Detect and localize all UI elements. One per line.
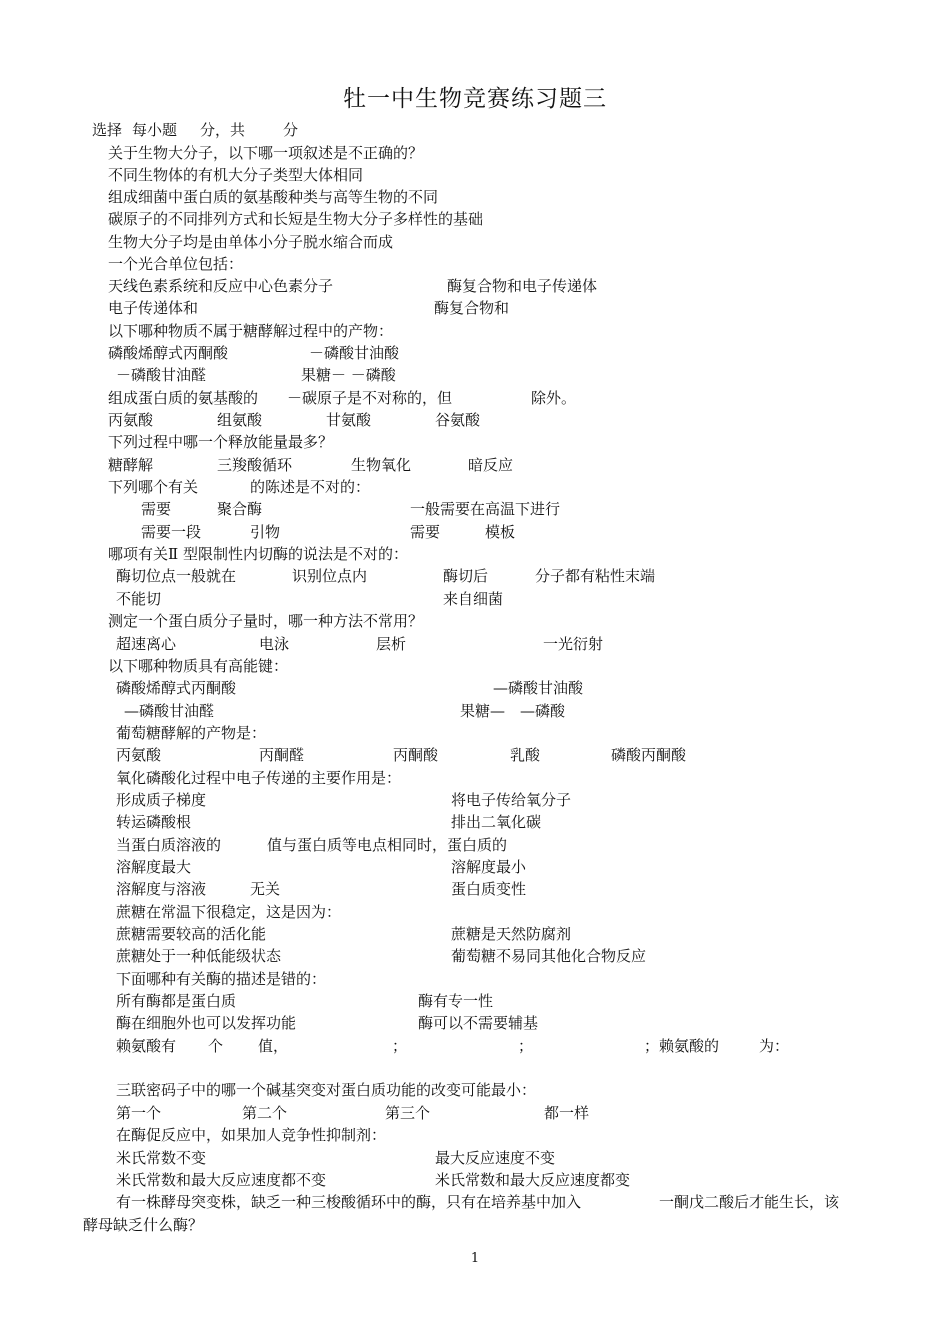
question-stem: 下面哪种有关酶的描述是错的： [116, 970, 327, 988]
option: 米氏常数和最大反应速度都不变 [116, 1171, 327, 1189]
stem-part: 值与蛋白质等电点相同时，蛋白质的 [267, 836, 508, 854]
option: 果糖— —磷酸 [460, 702, 566, 720]
option: —磷酸甘油醛 [124, 702, 215, 720]
option: 蔗糖需要较高的活化能 [116, 925, 267, 943]
option: 甘氨酸 [326, 411, 372, 429]
option-part: 模板 [485, 523, 516, 541]
option-part: 酶切位点一般就在 [116, 567, 237, 585]
option: 乳酸 [510, 746, 541, 764]
option-part: 无关 [250, 880, 281, 898]
question-stem: 测定一个蛋白质分子量时，哪一种方法不常用？ [108, 612, 424, 630]
option-part: 分子都有粘性末端 [535, 567, 656, 585]
option-part: 需要 [410, 523, 441, 541]
option: 溶解度最大 [116, 858, 192, 876]
option: －磷酸甘油醛 [116, 366, 207, 384]
question-stem: 以下哪种物质具有高能键： [108, 657, 289, 675]
option-part: 酶切后 [443, 567, 489, 585]
section-text: 分，共 [200, 121, 246, 139]
option: 米氏常数不变 [116, 1149, 207, 1167]
stem-part: ； [392, 1037, 408, 1055]
option: 不同生物体的有机大分子类型大体相同 [108, 166, 364, 184]
option: 酶有专一性 [418, 992, 494, 1010]
option: 层析 [376, 635, 407, 653]
section-label: 选择 [92, 121, 123, 139]
stem-part: －碳原子是不对称的，但 [287, 389, 453, 407]
option: 电泳 [259, 635, 290, 653]
option: 都一样 [544, 1104, 590, 1122]
option: 蛋白质变性 [451, 880, 527, 898]
option: 糖酵解 [108, 456, 154, 474]
question-stem: 在酶促反应中，如果加人竞争性抑制剂： [116, 1126, 387, 1144]
section-text: 每小题 [132, 121, 178, 139]
option-part: 溶解度与溶液 [116, 880, 207, 898]
option: 第三个 [385, 1104, 431, 1122]
stem-part: 的陈述是不对的： [250, 478, 371, 496]
option: 蔗糖是天然防腐剂 [451, 925, 572, 943]
option-part: 需要一段 [141, 523, 202, 541]
option: 将电子传给氧分子 [451, 791, 572, 809]
option: 蔗糖处于一种低能级状态 [116, 947, 282, 965]
option-part: 引物 [250, 523, 281, 541]
option: 酶复合物和 [434, 299, 510, 317]
option: 三羧酸循环 [217, 456, 293, 474]
stem-part: 组成蛋白质的氨基酸的 [108, 389, 259, 407]
question-stem: 一个光合单位包括： [108, 255, 244, 273]
stem-part: 下列哪个有关 [108, 478, 199, 496]
option: 磷酸烯醇式丙酮酸 [108, 344, 229, 362]
stem-part: 赖氨酸有 [116, 1037, 177, 1055]
option: 第二个 [242, 1104, 288, 1122]
question-stem: 葡萄糖酵解的产物是： [116, 724, 267, 742]
option: 溶解度最小 [451, 858, 527, 876]
option: 酶可以不需要辅基 [418, 1014, 539, 1032]
option: 形成质子梯度 [116, 791, 207, 809]
option: 丙氨酸 [116, 746, 162, 764]
stem-part: 一酮戊二酸后才能生长，该 [659, 1193, 840, 1211]
option: 碳原子的不同排列方式和长短是生物大分子多样性的基础 [108, 210, 484, 228]
stem-part: 值， [258, 1037, 289, 1055]
stem-part: ；赖氨酸的 [644, 1037, 720, 1055]
option: －磷酸甘油酸 [309, 344, 400, 362]
question-stem: 下列过程中哪一个释放能量最多？ [108, 433, 334, 451]
option: 所有酶都是蛋白质 [116, 992, 237, 1010]
option: 丙氨酸 [108, 411, 154, 429]
question-stem: 氧化磷酸化过程中电子传递的主要作用是： [116, 769, 402, 787]
option: 组氨酸 [217, 411, 263, 429]
option: 酶复合物和电子传递体 [447, 277, 598, 295]
option: 最大反应速度不变 [435, 1149, 556, 1167]
option: —磷酸甘油酸 [493, 679, 584, 697]
page-title: 牡一中生物竞赛练习题三 [343, 86, 607, 112]
question-stem: 哪项有关Ⅱ 型限制性内切酶的说法是不对的： [108, 545, 408, 563]
question-stem: 关于生物大分子，以下哪一项叙述是不正确的？ [108, 144, 424, 162]
option: 丙酮酸 [393, 746, 439, 764]
stem-part: 个 [208, 1037, 224, 1055]
question-stem-continued: 酵母缺乏什么酶？ [83, 1216, 204, 1234]
option: 第一个 [116, 1104, 162, 1122]
option: 生物氧化 [351, 456, 412, 474]
question-stem: 蔗糖在常温下很稳定，这是因为： [116, 903, 342, 921]
option-part: 需要 [141, 500, 172, 518]
option: 超速离心 [116, 635, 177, 653]
option: 来自细菌 [443, 590, 504, 608]
option: 米氏常数和最大反应速度都变 [435, 1171, 631, 1189]
stem-part: 当蛋白质溶液的 [116, 836, 222, 854]
page-number: 1 [470, 1251, 480, 1266]
option: 电子传递体和 [108, 299, 199, 317]
option: 果糖－ －磷酸 [301, 366, 396, 384]
stem-part: 有一株酵母突变株，缺乏一种三梭酸循环中的酶，只有在培养基中加入 [116, 1193, 582, 1211]
stem-part: 为： [759, 1037, 790, 1055]
option: 排出二氧化碳 [451, 813, 542, 831]
question-stem: 以下哪种物质不属于糖酵解过程中的产物： [108, 322, 394, 340]
question-stem: 三联密码子中的哪一个碱基突变对蛋白质功能的改变可能最小： [116, 1081, 537, 1099]
option: 酶在细胞外也可以发挥功能 [116, 1014, 297, 1032]
option: 天线色素系统和反应中心色素分子 [108, 277, 334, 295]
option: 一般需要在高温下进行 [410, 500, 561, 518]
option: 生物大分子均是由单体小分子脱水缩合而成 [108, 233, 394, 251]
option: 葡萄糖不易同其他化合物反应 [451, 947, 647, 965]
option: 磷酸烯醇式丙酮酸 [116, 679, 237, 697]
option: 磷酸丙酮酸 [611, 746, 687, 764]
section-text: 分 [283, 121, 299, 139]
option: 谷氨酸 [435, 411, 481, 429]
option: 组成细菌中蛋白质的氨基酸种类与高等生物的不同 [108, 188, 439, 206]
option: 转运磷酸根 [116, 813, 192, 831]
stem-part: 除外。 [531, 389, 577, 407]
option: 不能切 [116, 590, 162, 608]
stem-part: ； [518, 1037, 534, 1055]
option: 丙酮醛 [259, 746, 305, 764]
option: 暗反应 [468, 456, 514, 474]
option-part: 聚合酶 [217, 500, 263, 518]
option: 一光衍射 [543, 635, 604, 653]
option-part: 识别位点内 [292, 567, 368, 585]
